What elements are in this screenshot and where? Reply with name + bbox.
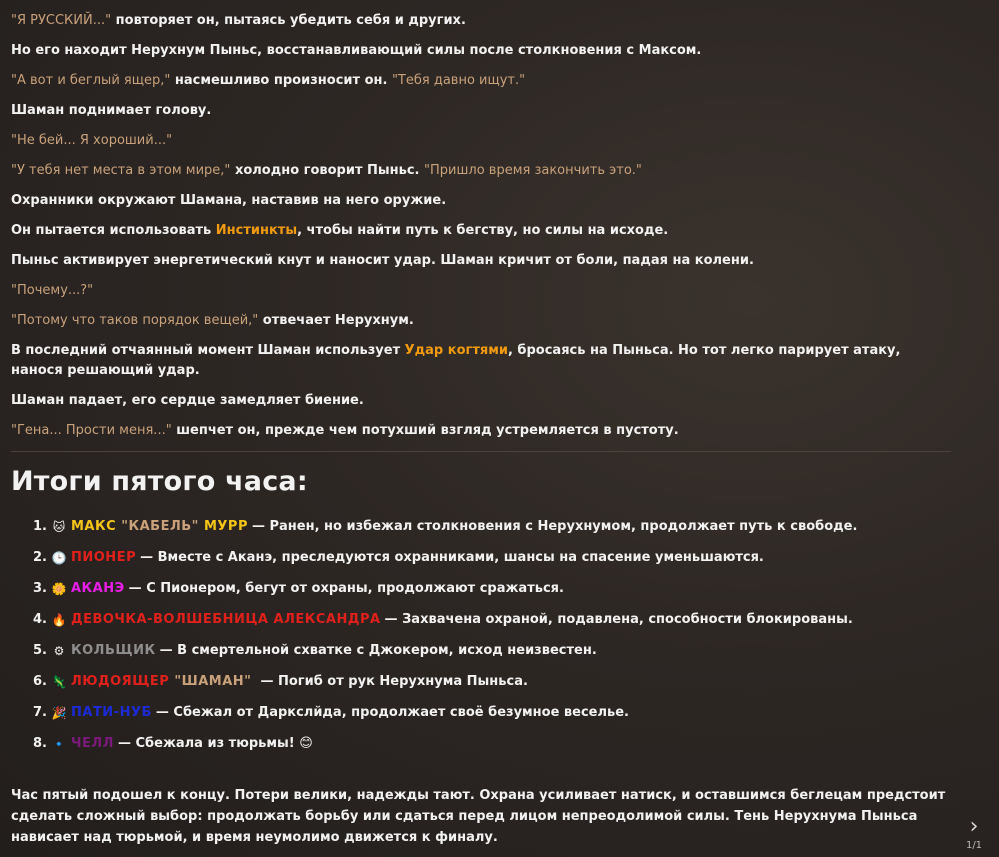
narration-text: , чтобы найти путь к бегству, но силы на исходе. xyxy=(297,223,669,238)
character-name-part: "ШАМАН" xyxy=(169,674,257,689)
character-emoji-icon: 🦎 xyxy=(51,674,67,689)
character-name-part: КОЛЬЩИК xyxy=(71,643,156,658)
story-line xyxy=(11,421,951,441)
story-line xyxy=(11,161,951,181)
character-emoji-icon: 🌼 xyxy=(51,581,67,596)
character-name-part: ДЕВОЧКА-ВОЛШЕБНИЦА АЛЕКСАНДРА xyxy=(71,612,381,627)
divider xyxy=(11,451,951,452)
character-name-part: МУРР xyxy=(203,519,248,534)
story-line xyxy=(11,341,951,381)
character-emoji-icon: 🕒 xyxy=(51,550,67,565)
character-name xyxy=(71,705,152,720)
roster-item xyxy=(33,604,951,635)
character-status: — Ранен, но избежал столкновения с Нерухнумом, продолжает путь к свободе. xyxy=(251,519,858,534)
character-name-part: ПАТИ-НУБ xyxy=(71,705,152,720)
story-line xyxy=(11,101,951,121)
character-name-part: ЧЕЛЛ xyxy=(71,736,114,751)
item-number: 3. xyxy=(33,581,47,596)
narration-text: Шаман падает, его сердце замедляет биение. xyxy=(11,393,364,408)
summary-title: Итоги пятого часа: xyxy=(11,466,308,497)
narration-text: Он пытается использовать xyxy=(11,223,216,238)
roster-list xyxy=(11,511,951,759)
character-emoji-icon: 🐱 xyxy=(52,519,66,534)
story-line xyxy=(11,71,951,91)
item-number: 6. xyxy=(33,674,47,689)
narration-text: Но его находит Нерухнум Пыньс, восстанавливающий силы после столкновения с Максом. xyxy=(11,43,702,58)
story-line xyxy=(11,131,951,151)
character-name-part: ЛЮДОЯЩЕР xyxy=(71,674,170,689)
narration-text: шепчет он, прежде чем потухший взгляд устремляется в пустоту. xyxy=(171,423,679,438)
chevron-right-icon[interactable]: › xyxy=(969,814,979,839)
page-counter: 1/1 xyxy=(965,840,983,851)
character-name xyxy=(71,674,256,689)
narration-text: , бросаясь на Пыньса. Но тот легко парирует атаку, нанося решающий удар. xyxy=(11,343,901,378)
item-number: 2. xyxy=(33,550,47,565)
quote-text: "А вот и беглый ящер," xyxy=(11,73,171,88)
item-number: 7. xyxy=(33,705,47,720)
narration-text: холодно говорит Пыньс. xyxy=(230,163,425,178)
roster-item xyxy=(33,728,951,759)
narration-text: отвечает Нерухнум. xyxy=(258,313,414,328)
character-status: — Вместе с Аканэ, преследуются охранниками, шансы на спасение уменьшаются. xyxy=(140,550,764,565)
character-status: — Погиб от рук Нерухнума Пыньса. xyxy=(260,674,528,689)
character-name-part: АКАНЭ xyxy=(71,581,125,596)
story-line xyxy=(11,191,951,211)
character-name xyxy=(71,550,136,565)
character-emoji-icon: 🔹 xyxy=(51,736,67,751)
character-status: — Сбежал от Даркслйда, продолжает своё безумное веселье. xyxy=(155,705,629,720)
item-number: 1. xyxy=(33,519,47,534)
narration-text: повторяет он, пытаясь убедить себя и других. xyxy=(111,13,466,28)
character-name xyxy=(71,519,248,534)
character-name xyxy=(71,581,125,596)
item-number: 5. xyxy=(33,643,47,658)
skill-name: Удар когтями xyxy=(404,343,508,358)
story-line xyxy=(11,11,951,31)
quote-text: "Потому что таков порядок вещей," xyxy=(11,313,259,328)
roster-item xyxy=(33,542,951,573)
narration-text: Пыньс активирует энергетический кнут и наносит удар. Шаман кричит от боли, падая на колени. xyxy=(11,253,754,268)
character-status: — С Пионером, бегут от охраны, продолжают сражаться. xyxy=(128,581,564,596)
character-name-part: "КАБЕЛЬ" xyxy=(116,519,204,534)
character-name xyxy=(71,612,381,627)
character-emoji-icon: ⚙ xyxy=(53,643,65,658)
roster-item xyxy=(33,697,951,728)
message-content xyxy=(11,11,951,848)
character-name-part: МАКС xyxy=(71,519,117,534)
item-number: 8. xyxy=(33,736,47,751)
narration-text: Охранники окружают Шамана, наставив на него оружие. xyxy=(11,193,447,208)
story-line xyxy=(11,221,951,241)
story-line xyxy=(11,41,951,61)
pager xyxy=(959,816,989,851)
story-line xyxy=(11,311,951,331)
quote-text: "Не бей... Я хороший..." xyxy=(11,133,173,148)
character-name xyxy=(71,736,114,751)
story-text xyxy=(11,11,951,441)
story-line xyxy=(11,391,951,411)
character-status: — В смертельной схватке с Джокером, исход неизвестен. xyxy=(159,643,597,658)
quote-text: "Почему...?" xyxy=(11,283,94,298)
quote-text: "Тебя давно ищут." xyxy=(391,73,526,88)
roster-item xyxy=(33,573,951,604)
character-name-part: ПИОНЕР xyxy=(71,550,137,565)
quote-text: "Пришло время закончить это." xyxy=(424,163,642,178)
roster-item xyxy=(33,511,951,542)
narration-text: В последний отчаянный момент Шаман использует xyxy=(11,343,405,358)
closing-paragraph: Час пятый подошел к концу. Потери велики, надежды тают. Охрана усиливает натиск, и оставшимся беглецам предстоит сделать сложный выбор: продолжать борьбу или сдаться перед лицом непреодолимой силы. Тень Нерухнума Пыньса нависает над тюрьмой, и время неумолимо движется к финалу. xyxy=(11,788,946,845)
quote-text: "Я РУССКИЙ..." xyxy=(11,13,112,28)
character-emoji-icon: 🎉 xyxy=(51,705,67,720)
roster-item xyxy=(33,666,951,697)
skill-name: Инстинкты xyxy=(215,223,298,238)
character-emoji-icon: 🔥 xyxy=(51,612,67,627)
character-name xyxy=(71,643,156,658)
character-status: — Захвачена охраной, подавлена, способности блокированы. xyxy=(384,612,853,627)
story-line xyxy=(11,251,951,271)
character-status: — Сбежала из тюрьмы! 😊 xyxy=(117,736,313,751)
item-number: 4. xyxy=(33,612,47,627)
story-line xyxy=(11,281,951,301)
quote-text: "Гена... Прости меня..." xyxy=(11,423,172,438)
quote-text: "У тебя нет места в этом мире," xyxy=(11,163,231,178)
narration-text: насмешливо произносит он. xyxy=(170,73,392,88)
roster-item xyxy=(33,635,951,666)
narration-text: Шаман поднимает голову. xyxy=(11,103,212,118)
